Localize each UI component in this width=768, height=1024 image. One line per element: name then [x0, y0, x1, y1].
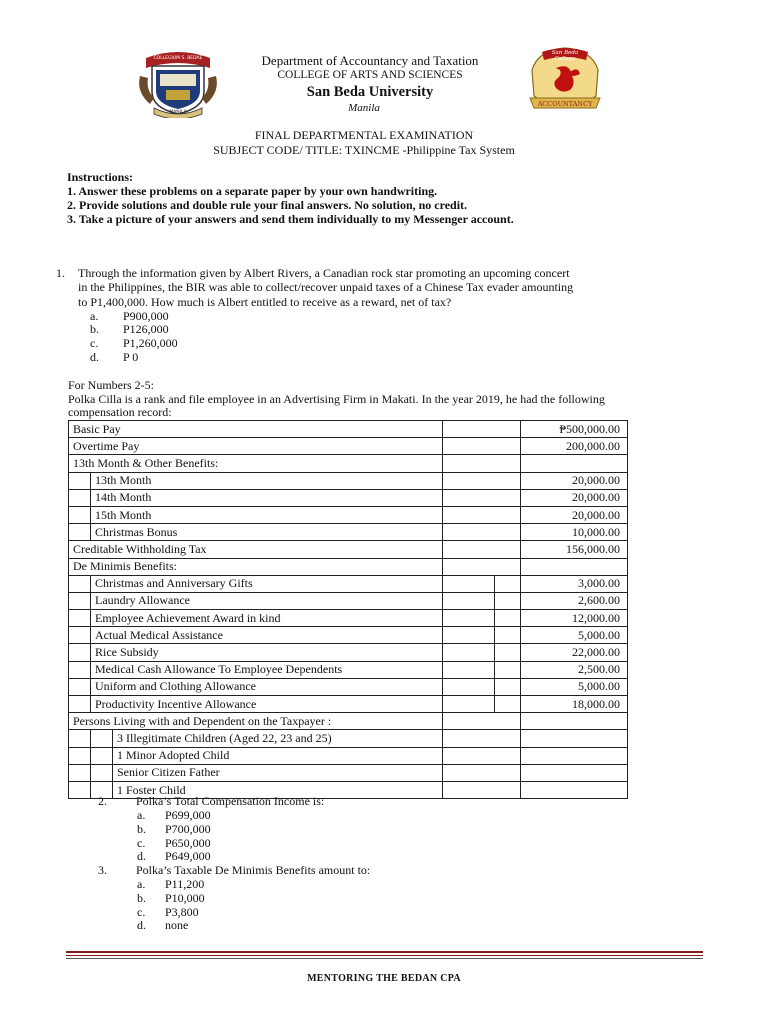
indent-cell [69, 489, 91, 506]
indent-cell [69, 575, 91, 592]
table-cell [443, 730, 521, 747]
table-cell [495, 592, 521, 609]
table-row-amount: 3,000.00 [521, 575, 628, 592]
indent-cell [69, 678, 91, 695]
option-letter: a. [137, 877, 146, 891]
question-1-text [78, 266, 718, 309]
scenario-text: compensation record: [68, 405, 172, 419]
option-text: P650,000 [165, 836, 211, 850]
table-row-amount: 22,000.00 [521, 644, 628, 661]
table-row-label: 14th Month [91, 489, 443, 506]
table-row [69, 627, 628, 644]
option-letter: d. [90, 350, 99, 364]
indent-cell [91, 764, 113, 781]
table-row [69, 558, 628, 575]
option-text: P10,000 [165, 891, 205, 905]
table-row-label: Actual Medical Assistance [91, 627, 443, 644]
table-row-amount [521, 747, 628, 764]
option-letter: b. [137, 822, 146, 836]
option-text: P649,000 [165, 849, 211, 863]
logo-top-text: San Beda College [551, 50, 579, 62]
table-row-amount: 5,000.00 [521, 627, 628, 644]
exam-title: FINAL DEPARTMENTAL EXAMINATION [254, 128, 474, 142]
table-cell [443, 438, 521, 455]
option-text: P700,000 [165, 822, 211, 836]
department-name: Department of Accountancy and Taxation [261, 53, 479, 68]
indent-cell [69, 506, 91, 523]
table-cell [443, 747, 521, 764]
footer-rule [66, 951, 703, 953]
table-cell [495, 661, 521, 678]
table-row-label: Christmas and Anniversary Gifts [91, 575, 443, 592]
table-cell [443, 696, 495, 713]
seal-bottom-text: MANILA [169, 110, 187, 115]
table-row [69, 506, 628, 523]
table-row-amount: 156,000.00 [521, 541, 628, 558]
footer-motto: MENTORING THE BEDAN CPA [307, 973, 461, 984]
table-cell [443, 713, 521, 730]
table-row [69, 713, 628, 730]
accountancy-logo [526, 46, 604, 114]
table-row-label: Persons Living with and Dependent on the Taxpayer : [69, 713, 443, 730]
table-row-amount: ₱500,000.00 [521, 421, 628, 438]
table-row [69, 541, 628, 558]
option-letter: d. [137, 849, 146, 863]
option-letter: b. [137, 891, 146, 905]
table-row-label: De Minimis Benefits: [69, 558, 443, 575]
option-text: P126,000 [123, 322, 169, 336]
table-row-amount [521, 781, 628, 798]
table-row-amount: 20,000.00 [521, 489, 628, 506]
table-cell [443, 489, 521, 506]
table-row [69, 455, 628, 472]
table-cell [443, 575, 495, 592]
table-row [69, 661, 628, 678]
table-row [69, 438, 628, 455]
table-cell [443, 781, 521, 798]
city-name: Manila [348, 102, 380, 114]
table-cell [443, 421, 521, 438]
instruction-item: 2. Provide solutions and double rule your final answers. No solution, no credit. [67, 198, 468, 212]
instruction-item: 3. Take a picture of your answers and send them individually to my Messenger account. [67, 212, 514, 226]
table-row-amount [521, 730, 628, 747]
indent-cell [69, 661, 91, 678]
indent-cell [69, 644, 91, 661]
indent-cell [91, 730, 113, 747]
question-line: Through the information given by Albert Rivers, a Canadian rock star promoting an upcoming concert [78, 266, 570, 280]
option-letter: c. [137, 905, 146, 919]
table-row-amount [521, 764, 628, 781]
table-cell [443, 644, 495, 661]
table-cell [443, 558, 521, 575]
question-2-text: Polka’s Total Compensation Income is: [136, 794, 325, 808]
option-text: P11,200 [165, 877, 205, 891]
seal-top-text: COLLEGIUM S. BEDAE [153, 56, 203, 61]
option-letter: c. [90, 336, 99, 350]
table-cell [443, 661, 495, 678]
option-text: none [165, 918, 189, 932]
option-text: P1,260,000 [123, 336, 178, 350]
question-line: to P1,400,000. How much is Albert entitled to receive as a reward, net of tax? [78, 294, 452, 309]
table-cell [443, 678, 495, 695]
table-row [69, 592, 628, 609]
indent-cell [91, 747, 113, 764]
table-row-label: 13th Month & Other Benefits: [69, 455, 443, 472]
indent-cell [69, 592, 91, 609]
table-row-label: Christmas Bonus [91, 524, 443, 541]
table-row-amount: 12,000.00 [521, 610, 628, 627]
question-number: 1. [56, 266, 65, 280]
table-row-label: 3 Illegitimate Children (Aged 22, 23 and 25) [113, 730, 443, 747]
table-cell [443, 610, 495, 627]
instructions-heading: Instructions: [67, 170, 134, 184]
table-cell [443, 627, 495, 644]
table-row [69, 678, 628, 695]
table-row-label: 1 Minor Adopted Child [113, 747, 443, 764]
table-row [69, 610, 628, 627]
option-letter: c. [137, 836, 146, 850]
question-line: in the Philippines, the BIR was able to collect/recover unpaid taxes of a Chinese Tax evader amounting [78, 280, 574, 295]
table-cell [495, 610, 521, 627]
option-letter: b. [90, 322, 99, 336]
option-text: P699,000 [165, 808, 211, 822]
table-row-label: Overtime Pay [69, 438, 443, 455]
table-row-amount: 5,000.00 [521, 678, 628, 695]
table-row-label: Productivity Incentive Allowance [91, 696, 443, 713]
question-3-text: Polka’s Taxable De Minimis Benefits amount to: [136, 863, 371, 877]
option-letter: d. [137, 918, 146, 932]
scenario-text: Polka Cilla is a rank and file employee in an Advertising Firm in Makati. In the year 2019, he had the following [68, 392, 605, 406]
table-row-label: Employee Achievement Award in kind [91, 610, 443, 627]
table-row-amount: 20,000.00 [521, 472, 628, 489]
university-name: San Beda University [306, 84, 434, 100]
indent-cell [69, 696, 91, 713]
table-row [69, 489, 628, 506]
question-number: 2. [98, 794, 107, 808]
table-cell [443, 592, 495, 609]
table-row-amount: 18,000.00 [521, 696, 628, 713]
table-row-label: Rice Subsidy [91, 644, 443, 661]
table-row [69, 696, 628, 713]
table-row-amount: 200,000.00 [521, 438, 628, 455]
table-row-label: Creditable Withholding Tax [69, 541, 443, 558]
question-number: 3. [98, 863, 107, 877]
section-heading: For Numbers 2-5: [68, 378, 154, 392]
table-row-label: 1 Foster Child [113, 781, 443, 798]
table-row-amount [521, 713, 628, 730]
table-row [69, 524, 628, 541]
table-row-amount [521, 558, 628, 575]
table-row-label: Laundry Allowance [91, 592, 443, 609]
table-cell [443, 472, 521, 489]
table-row-label: Senior Citizen Father [113, 764, 443, 781]
table-row-amount: 2,500.00 [521, 661, 628, 678]
indent-cell [69, 781, 91, 798]
option-text: P900,000 [123, 309, 169, 323]
table-row [69, 575, 628, 592]
table-row-amount: 10,000.00 [521, 524, 628, 541]
table-row-label: 13th Month [91, 472, 443, 489]
indent-cell [69, 730, 91, 747]
table-row-amount: 2,600.00 [521, 592, 628, 609]
table-cell [443, 506, 521, 523]
table-row-amount: 20,000.00 [521, 506, 628, 523]
option-text: P 0 [123, 350, 139, 364]
table-row [69, 747, 628, 764]
table-cell [443, 524, 521, 541]
indent-cell [69, 764, 91, 781]
table-cell [495, 696, 521, 713]
footer-rule [66, 955, 703, 956]
table-row [69, 644, 628, 661]
table-row [69, 421, 628, 438]
table-row [69, 764, 628, 781]
table-cell [443, 764, 521, 781]
indent-cell [69, 472, 91, 489]
table-cell [495, 644, 521, 661]
option-text: P3,800 [165, 905, 199, 919]
table-row-amount [521, 455, 628, 472]
table-row [69, 730, 628, 747]
table-row-label: Basic Pay [69, 421, 443, 438]
table-row-label: 15th Month [91, 506, 443, 523]
indent-cell [69, 610, 91, 627]
table-cell [495, 575, 521, 592]
instruction-item: 1. Answer these problems on a separate paper by your own handwriting. [67, 184, 438, 198]
college-name: COLLEGE OF ARTS AND SCIENCES [277, 69, 463, 81]
compensation-table [68, 420, 628, 799]
indent-cell [69, 524, 91, 541]
exam-subject: SUBJECT CODE/ TITLE: TXINCME -Philippine Tax System [213, 143, 515, 157]
table-cell [495, 678, 521, 695]
table-row-label: Uniform and Clothing Allowance [91, 678, 443, 695]
indent-cell [69, 627, 91, 644]
logo-banner-text: ACCOUNTANCY [537, 100, 593, 108]
indent-cell [69, 747, 91, 764]
option-letter: a. [90, 309, 99, 323]
table-cell [443, 455, 521, 472]
table-row-label: Medical Cash Allowance To Employee Dependents [91, 661, 443, 678]
table-row [69, 472, 628, 489]
table-cell [443, 541, 521, 558]
table-cell [495, 627, 521, 644]
footer-rule [66, 958, 703, 959]
option-letter: a. [137, 808, 146, 822]
